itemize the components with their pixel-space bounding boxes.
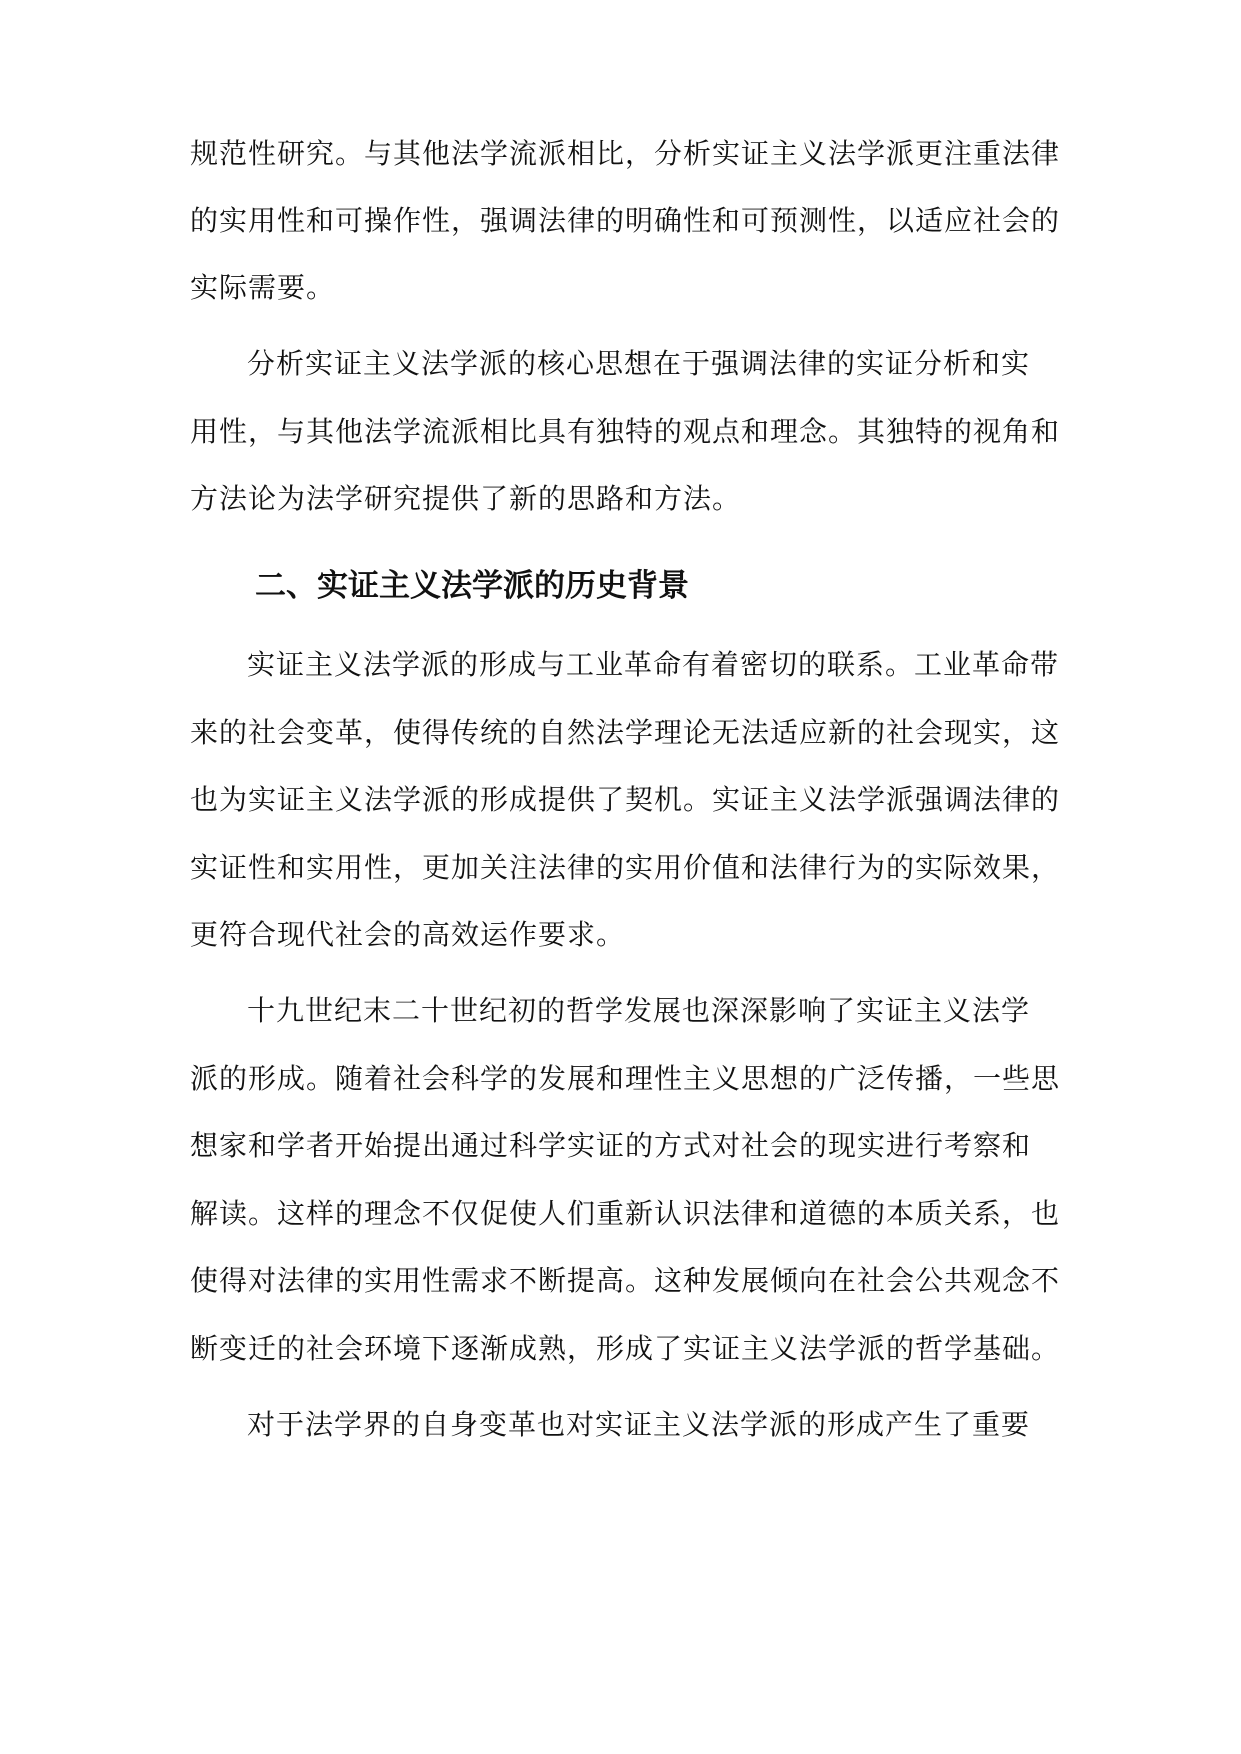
paragraph-line: 对于法学界的自身变革也对实证主义法学派的形成产生了重要	[247, 1408, 1031, 1441]
paragraph-line: 也为实证主义法学派的形成提供了契机。实证主义法学派强调法律的	[190, 783, 1061, 816]
paragraph-line: 想家和学者开始提出通过科学实证的方式对社会的现实进行考察和	[190, 1129, 1032, 1162]
section-heading: 二、实证主义法学派的历史背景	[255, 568, 689, 604]
paragraph-line: 实证主义法学派的形成与工业革命有着密切的联系。工业革命带	[247, 648, 1060, 681]
paragraph-line: 实证性和实用性，更加关注法律的实用价值和法律行为的实际效果，	[190, 851, 1061, 884]
paragraph-line: 的实用性和可操作性，强调法律的明确性和可预测性，以适应社会的	[190, 204, 1061, 237]
paragraph-line: 实际需要。	[190, 271, 336, 304]
paragraph-line: 方法论为法学研究提供了新的思路和方法。	[190, 482, 742, 515]
paragraph-line: 分析实证主义法学派的核心思想在于强调法律的实证分析和实	[247, 347, 1031, 380]
paragraph-line: 更符合现代社会的高效运作要求。	[190, 918, 626, 951]
paragraph-line: 来的社会变革，使得传统的自然法学理论无法适应新的社会现实，这	[190, 716, 1061, 749]
paragraph-line: 使得对法律的实用性需求不断提高。这种发展倾向在社会公共观念不	[190, 1264, 1061, 1297]
paragraph-line: 十九世纪末二十世纪初的哲学发展也深深影响了实证主义法学	[247, 994, 1031, 1027]
paragraph-line: 规范性研究。与其他法学流派相比，分析实证主义法学派更注重法律	[190, 137, 1061, 170]
paragraph-line: 解读。这样的理念不仅促使人们重新认识法律和道德的本质关系，也	[190, 1197, 1061, 1230]
paragraph-line: 用性，与其他法学流派相比具有独特的观点和理念。其独特的视角和	[190, 415, 1061, 448]
paragraph-line: 派的形成。随着社会科学的发展和理性主义思想的广泛传播，一些思	[190, 1062, 1061, 1095]
paragraph-line: 断变迁的社会环境下逐渐成熟，形成了实证主义法学派的哲学基础。	[190, 1332, 1061, 1365]
